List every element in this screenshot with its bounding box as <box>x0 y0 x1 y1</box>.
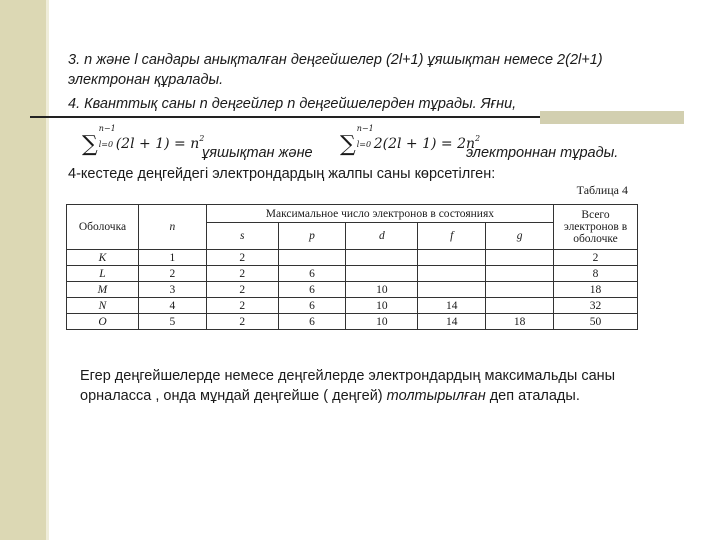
cell-d <box>346 250 418 266</box>
cell-total: 18 <box>554 282 638 298</box>
cell-p: 6 <box>278 314 346 330</box>
cell-total: 2 <box>554 250 638 266</box>
cell-d: 10 <box>346 282 418 298</box>
text-between: ұяшықтан және <box>202 145 313 161</box>
cell-p: 6 <box>278 282 346 298</box>
cell-shell: M <box>67 282 139 298</box>
formula-2-expression: 2(2l + 1) = 2n <box>373 136 476 152</box>
formula-1-expression: (2l + 1) = n <box>115 136 200 152</box>
sum-symbol: ∑ <box>82 132 98 157</box>
header-n: n <box>138 205 206 250</box>
cell-total: 32 <box>554 298 638 314</box>
formula-2-exponent: 2 <box>475 134 481 143</box>
text-line-3: 4. Кванттық саны n деңгейлер n деңгейшелерден тұрады. Яғни, <box>68 96 517 112</box>
table-row <box>67 282 638 298</box>
cell-p: 6 <box>278 298 346 314</box>
bottom-emphasis: толтырылған <box>386 388 486 404</box>
cell-n: 4 <box>138 298 206 314</box>
formula-1-exponent: 2 <box>199 134 205 143</box>
header-total: Всего электронов в оболочке <box>554 205 638 250</box>
text-after: электроннан тұрады. <box>466 145 619 161</box>
sum-upper-limit: n−1 <box>98 124 116 133</box>
cell-s: 2 <box>206 314 278 330</box>
sum-lower-limit: l=0 <box>356 140 372 149</box>
header-d: d <box>346 223 418 250</box>
bottom-paragraph <box>80 366 680 406</box>
cell-n: 1 <box>138 250 206 266</box>
cell-s: 2 <box>206 266 278 282</box>
cell-f <box>418 250 486 266</box>
accent-bar <box>540 111 684 124</box>
header-g: g <box>486 223 554 250</box>
cell-n: 2 <box>138 266 206 282</box>
cell-p: 6 <box>278 266 346 282</box>
cell-s: 2 <box>206 282 278 298</box>
table-row <box>67 298 638 314</box>
bottom-text-1: Егер деңгейшелерде немесе деңгейлерде электрондардың максимальды саны орналасса , онда мұндай деңгейше ( деңгей) <box>80 368 616 404</box>
table-row <box>67 314 638 330</box>
electron-table <box>66 204 638 330</box>
cell-d: 10 <box>346 298 418 314</box>
cell-f <box>418 266 486 282</box>
cell-shell: K <box>67 250 139 266</box>
cell-d: 10 <box>346 314 418 330</box>
cell-p <box>278 250 346 266</box>
header-f: f <box>418 223 486 250</box>
cell-f: 14 <box>418 314 486 330</box>
cell-f <box>418 282 486 298</box>
header-p: p <box>278 223 346 250</box>
formula-cells <box>82 124 205 157</box>
cell-g <box>486 250 554 266</box>
text-line-1: 3. n және l сандары анықталған деңгейшелер (2l+1) ұяшықтан немесе 2(2l+1) <box>68 52 603 68</box>
sum-upper-limit: n−1 <box>356 124 374 133</box>
text-line-2: электронан құралады. <box>68 72 224 88</box>
sum-symbol: ∑ <box>340 132 356 157</box>
cell-g <box>486 282 554 298</box>
cell-total: 50 <box>554 314 638 330</box>
cell-total: 8 <box>554 266 638 282</box>
header-max: Максимальное число электронов в состояниях <box>206 205 553 223</box>
sum-lower-limit: l=0 <box>98 140 114 149</box>
table-row <box>67 250 638 266</box>
bottom-text-2: деп аталады. <box>485 388 580 404</box>
header-s: s <box>206 223 278 250</box>
cell-g <box>486 298 554 314</box>
cell-g <box>486 266 554 282</box>
cell-d <box>346 266 418 282</box>
cell-f: 14 <box>418 298 486 314</box>
cell-n: 5 <box>138 314 206 330</box>
text-line-5: 4-кестеде деңгейдегі электрондардың жалпы саны көрсетілген: <box>68 166 496 182</box>
cell-shell: L <box>67 266 139 282</box>
formula-electrons <box>340 124 481 157</box>
cell-n: 3 <box>138 282 206 298</box>
header-shell: Оболочка <box>67 205 139 250</box>
table-row <box>67 266 638 282</box>
cell-g: 18 <box>486 314 554 330</box>
cell-shell: O <box>67 314 139 330</box>
table-image <box>62 183 646 339</box>
sidebar-edge <box>46 0 49 540</box>
table-caption: Таблица 4 <box>576 183 628 197</box>
cell-shell: N <box>67 298 139 314</box>
cell-s: 2 <box>206 250 278 266</box>
cell-s: 2 <box>206 298 278 314</box>
slide-sidebar <box>0 0 46 540</box>
